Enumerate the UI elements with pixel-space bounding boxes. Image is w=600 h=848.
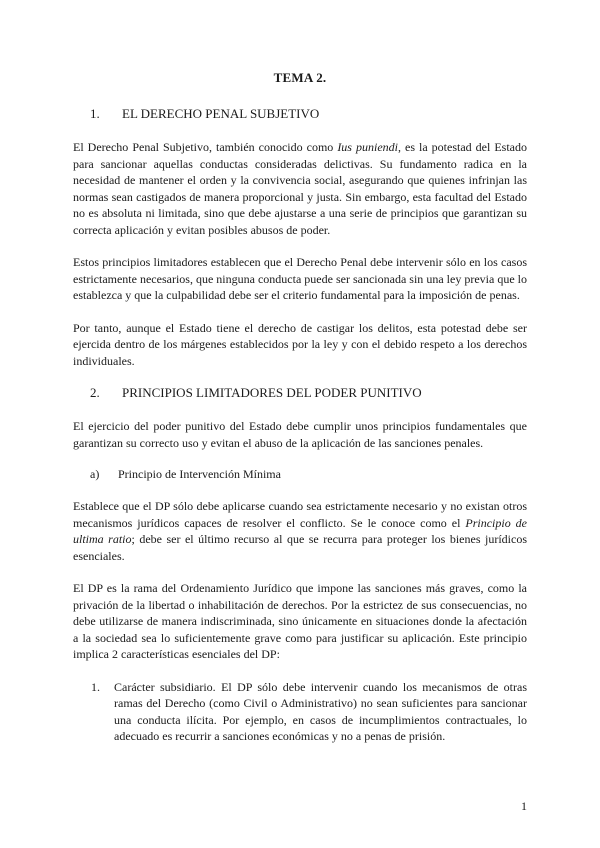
section-1-title: EL DERECHO PENAL SUBJETIVO [122,106,320,121]
subsection-a-heading [73,467,527,482]
section-1-paragraph-1 [73,139,527,238]
section-1-paragraph-3: Por tanto, aunque el Estado tiene el derecho de castigar los delitos, esta potestad debe ser ejercida dentro de los márgenes establecidos por la ley y con el debido respeto a los derechos individuales. [73,320,527,368]
subsection-a-title: Principio de Intervención Mínima [118,467,281,481]
section-2-title: PRINCIPIOS LIMITADORES DEL PODER PUNITIVO [122,385,422,400]
characteristics-list [73,679,527,745]
page-number: 1 [521,799,527,813]
section-1-p1-text-a: El Derecho Penal Subjetivo, también conocido como [73,140,338,154]
list-item [73,679,527,745]
ius-puniendi-term: Ius puniendi [337,140,398,154]
section-1-heading [73,106,527,122]
subsection-a-paragraph-2: El DP es la rama del Ordenamiento Jurídico que impone las sanciones más graves, como la privación de la libertad o inhabilitación de derechos. Por la estrictez de sus consecuencias, no debe utilizarse de manera indiscriminada, sino únicamente en situaciones donde la afectación a la sociedad sea lo suficientemente grave como para justificar su aplicación. Este principio implica 2 características esenciales del DP: [73,581,527,661]
section-1-paragraph-2: Estos principios limitadores establecen que el Derecho Penal debe intervenir sólo en los casos estrictamente necesarios, que ninguna conducta puede ser sancionada sin una ley previa que lo establezca y que la culpabilidad debe ser el criterio fundamental para la imposición de penas. [73,255,527,302]
section-2-heading [73,385,527,401]
subsection-a-p1-text-b: ; debe ser el último recurso al que se recurra para proteger los bienes jurídicos esenciales. [73,532,527,563]
subsection-a-p1-text-a: Establece que el DP sólo debe aplicarse cuando sea estrictamente necesario y no existan otros mecanismos jurídicos capaces de resolver el conflicto. Se le conoce como el [73,499,527,530]
subsection-a-paragraph-1 [73,498,527,564]
section-1-number: 1. [90,106,100,121]
list-item-number: 1. [91,679,100,694]
section-2-number: 2. [90,385,100,400]
ultima-ratio-term: Principio de ultima ratio [73,515,528,546]
list-item-text: Carácter subsidiario. El DP sólo debe intervenir cuando los mecanismos de otras ramas del Derecho (como Civil o Administrativo) no sean suficientes para sancionar una conducta ilícita. Por ejemplo, en casos de incumplimientos contractuales, lo adecuado es recurrir a sanciones económicas y no a penas de prisión. [114,679,527,743]
subsection-a-letter: a) [90,467,100,481]
document-title: TEMA 2. [273,70,327,85]
section-1-p1-text-b: , es la potestad del Estado para sancionar aquellas conductas consideradas delictivas. Su fundamento radica en la necesidad de mantener el orden y la convivencia social, asegurando que quienes infrinjan las normas sean castigados de manera proporcional y justa. Sin embargo, esta facultad del Estado no es absoluta ni limitada, sino que debe ajustarse a una serie de principios que garantizan su correcta aplicación y evitan posibles abusos de poder. [73,140,527,237]
section-2-intro: El ejercicio del poder punitivo del Estado debe cumplir unos principios fundamentales que garantizan su correcto uso y evitan el abuso de la aplicación de las sanciones penales. [73,419,527,450]
